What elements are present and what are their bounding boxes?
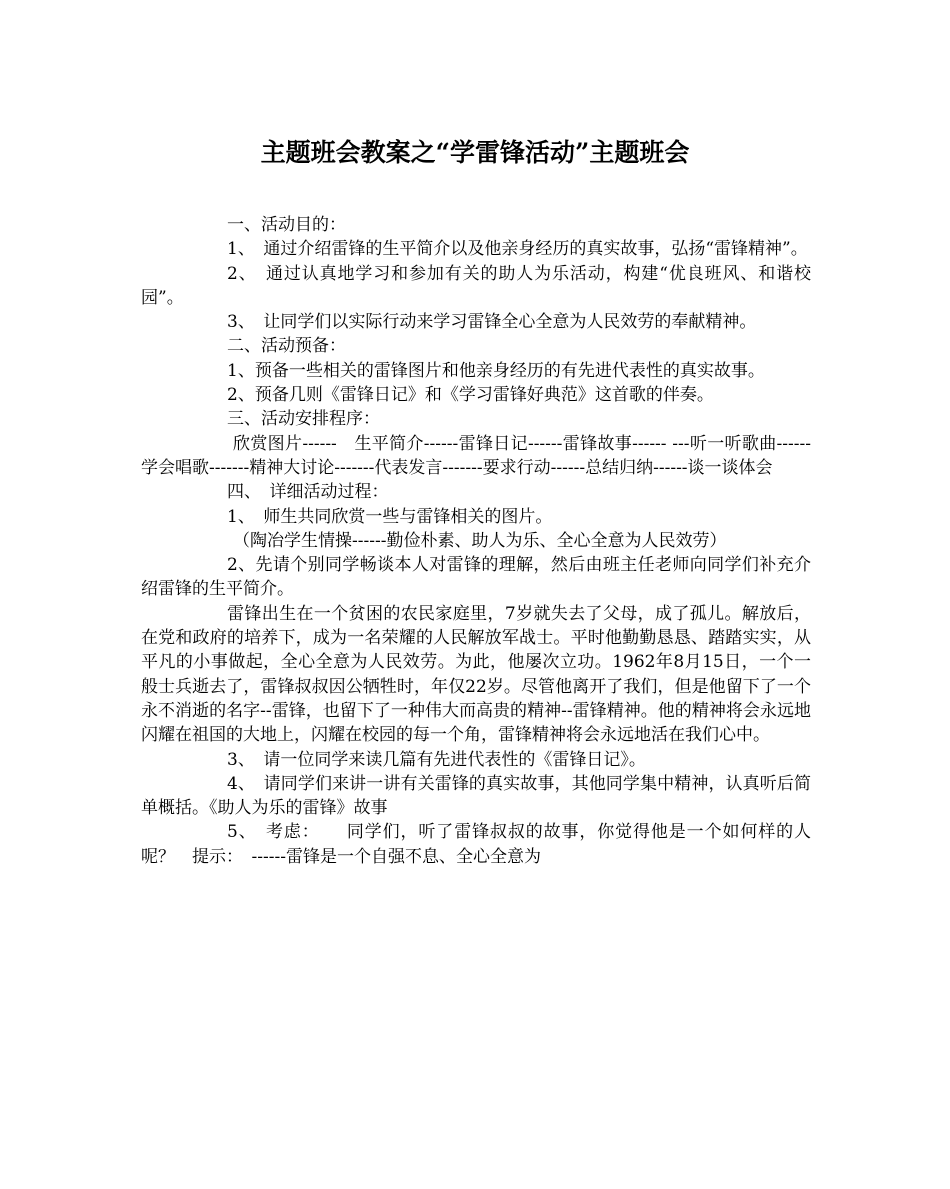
document-body	[141, 213, 811, 869]
section-heading-goals: 一、活动目的：	[227, 215, 346, 235]
process-step-1: 1、 师生共同欣赏一些与雷锋相关的图片。	[227, 506, 553, 527]
section-heading-preparation: 二、活动预备：	[227, 336, 346, 357]
goal-item-3: 3、 让同学们以实际行动来学习雷锋全心全意为人民效劳的奉献精神。	[227, 312, 757, 333]
program-sequence: 欣赏图片------ 生平简介------雷锋日记------雷锋故事------ ---听一听歌曲------学会唱歌-------精神大讨论-------代表发言-------要求行动------总结归纳------谈一谈体会	[141, 433, 811, 478]
section-heading-program: 三、活动安排程序：	[227, 409, 380, 430]
document-title: 主题班会教案之“学雷锋活动”主题班会	[260, 138, 690, 167]
goal-item-1: 1、 通过介绍雷锋的生平简介以及他亲身经历的真实故事，弘扬“雷锋精神”。	[227, 239, 808, 260]
preparation-item-2: 2、预备几则《雷锋日记》和《学习雷锋好典范》这首歌的伴奏。	[227, 385, 714, 406]
preparation-item-1: 1、预备一些相关的雷锋图片和他亲身经历的有先进代表性的真实故事。	[227, 360, 765, 381]
leifeng-biography: 雷锋出生在一个贫困的农民家庭里，7岁就失去了父母，成了孤儿。解放后，在党和政府的培养下，成为一名荣耀的人民解放军战士。平时他勤勤恳恳、踏踏实实，从平凡的小事做起，全心全意为人民效劳。为此，他屡次立功。1962年8月15日，一个一般士兵逝去了，雷锋叔叔因公牺牲时，年仅22岁。尽管他离开了我们，但是他留下了一个永不消逝的名字--雷锋，也留下了一种伟大而高贵的精神--雷锋精神。他的精神将会永远地闪耀在祖国的大地上，闪耀在校园的每一个角，雷锋精神将会永远地活在我们心中。	[141, 603, 811, 746]
process-step-1-note: （陶冶学生情操------勤俭朴素、助人为乐、全心全意为人民效劳）	[233, 530, 727, 551]
process-step-5: 5、 考虑： 同学们，听了雷锋叔叔的故事，你觉得他是一个如何样的人呢？ 提示： ------雷锋是一个自强不息、全心全意为	[141, 822, 811, 867]
goal-item-2: 2、 通过认真地学习和参加有关的助人为乐活动，构建“优良班风、和谐校园”。	[141, 263, 811, 308]
section-heading-process: 四、 详细活动过程：	[227, 482, 389, 503]
process-step-3: 3、 请一位同学来读几篇有先进代表性的《雷锋日记》。	[227, 749, 646, 770]
process-step-4: 4、 请同学们来讲一讲有关雷锋的真实故事，其他同学集中精神，认真听后简单概括。《助人为乐的雷锋》故事	[141, 773, 811, 819]
process-step-2: 2、先请个别同学畅谈本人对雷锋的理解，然后由班主任老师向同学们补充介绍雷锋的生平简介。	[141, 555, 811, 600]
